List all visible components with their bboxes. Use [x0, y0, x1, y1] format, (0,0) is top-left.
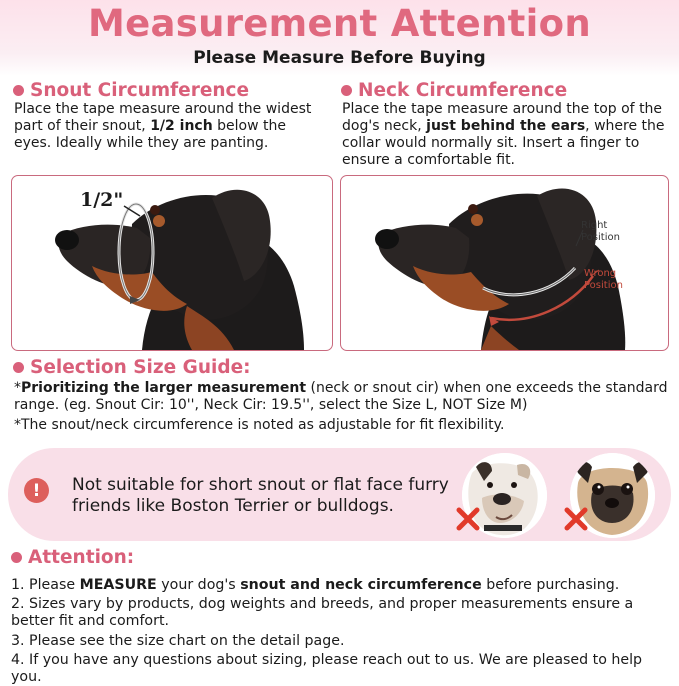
attention-item-1 [11, 577, 673, 594]
neck-heading-text: Neck Circumference [358, 80, 568, 101]
bullet-dot-icon [13, 85, 24, 96]
snout-heading [13, 80, 249, 101]
att1-d: snout and neck circumference [240, 577, 482, 593]
attention-item-2: 2. Sizes vary by products, dog weights and breeds, and proper measurements ensure a better fit and comfort. [11, 596, 634, 629]
exclamation-circle-icon: ! [24, 478, 49, 503]
red-cross-icon [563, 506, 589, 532]
guide-line1-prefix: * [14, 380, 21, 396]
size-guide-heading-text: Selection Size Guide: [30, 357, 251, 378]
neck-text-1: Place the tape measure around the top of the dog's neck, [342, 101, 663, 134]
snout-instructions [14, 101, 319, 152]
snout-dog-illustration [12, 176, 332, 350]
neck-text-2: , where the collar would normally sit. Insert a finger to ensure a comfortable fit. [342, 118, 665, 168]
neck-dog-illustration [341, 176, 668, 350]
size-guide-line-2: *The snout/neck circumference is noted as adjustable for fit flexibility. [14, 417, 505, 433]
attention-item-3: 3. Please see the size chart on the detail page. [11, 633, 345, 649]
att1-e: before purchasing. [481, 577, 620, 593]
neck-photo [340, 175, 669, 351]
page-title: Measurement Attention [87, 2, 592, 45]
neck-instructions [342, 101, 672, 169]
neck-text-bold: just behind the ears [426, 118, 586, 134]
attention-heading [11, 547, 134, 568]
size-guide-line-1 [14, 380, 669, 414]
warning-text: Not suitable for short snout or flat face furry friends like Boston Terrier or bulldogs. [72, 475, 449, 516]
att1-b: MEASURE [79, 577, 157, 593]
att1-c: your dog's [156, 577, 241, 593]
size-guide-heading [13, 357, 251, 378]
guide-line1-bold: Prioritizing the larger measurement [21, 380, 307, 396]
wrong-position-label-1: Wrong [584, 268, 617, 279]
snout-heading-text: Snout Circumference [30, 80, 250, 101]
att1-a: 1. Please [11, 577, 80, 593]
bullet-dot-icon [13, 362, 24, 373]
bullet-dot-icon [11, 552, 22, 563]
attention-item-4: 4. If you have any questions about sizing, please reach out to us. We are pleased to help you. [11, 652, 643, 685]
wrong-position-label-2: Position [584, 280, 623, 291]
right-position-label-2: Position [581, 232, 620, 243]
snout-text-bold: 1/2 inch [150, 118, 213, 134]
right-position-label-1: Right [581, 220, 608, 231]
snout-photo-label: 1/2" [80, 189, 124, 211]
bullet-dot-icon [341, 85, 352, 96]
neck-heading [341, 80, 567, 101]
guide-line1-rest: (neck or snout cir) when one exceeds the standard range. (eg. Snout Cir: 10'', Neck Cir: 19.5'', select the Size L, NOT Size M) [14, 380, 668, 413]
snout-photo [11, 175, 333, 351]
red-cross-icon [455, 506, 481, 532]
snout-text-2: below the eyes. Ideally while they are panting. [14, 118, 286, 151]
attention-heading-text: Attention: [28, 547, 135, 568]
snout-text-1: Place the tape measure around the widest part of their snout, [14, 101, 312, 134]
page-subtitle: Please Measure Before Buying [193, 48, 486, 68]
